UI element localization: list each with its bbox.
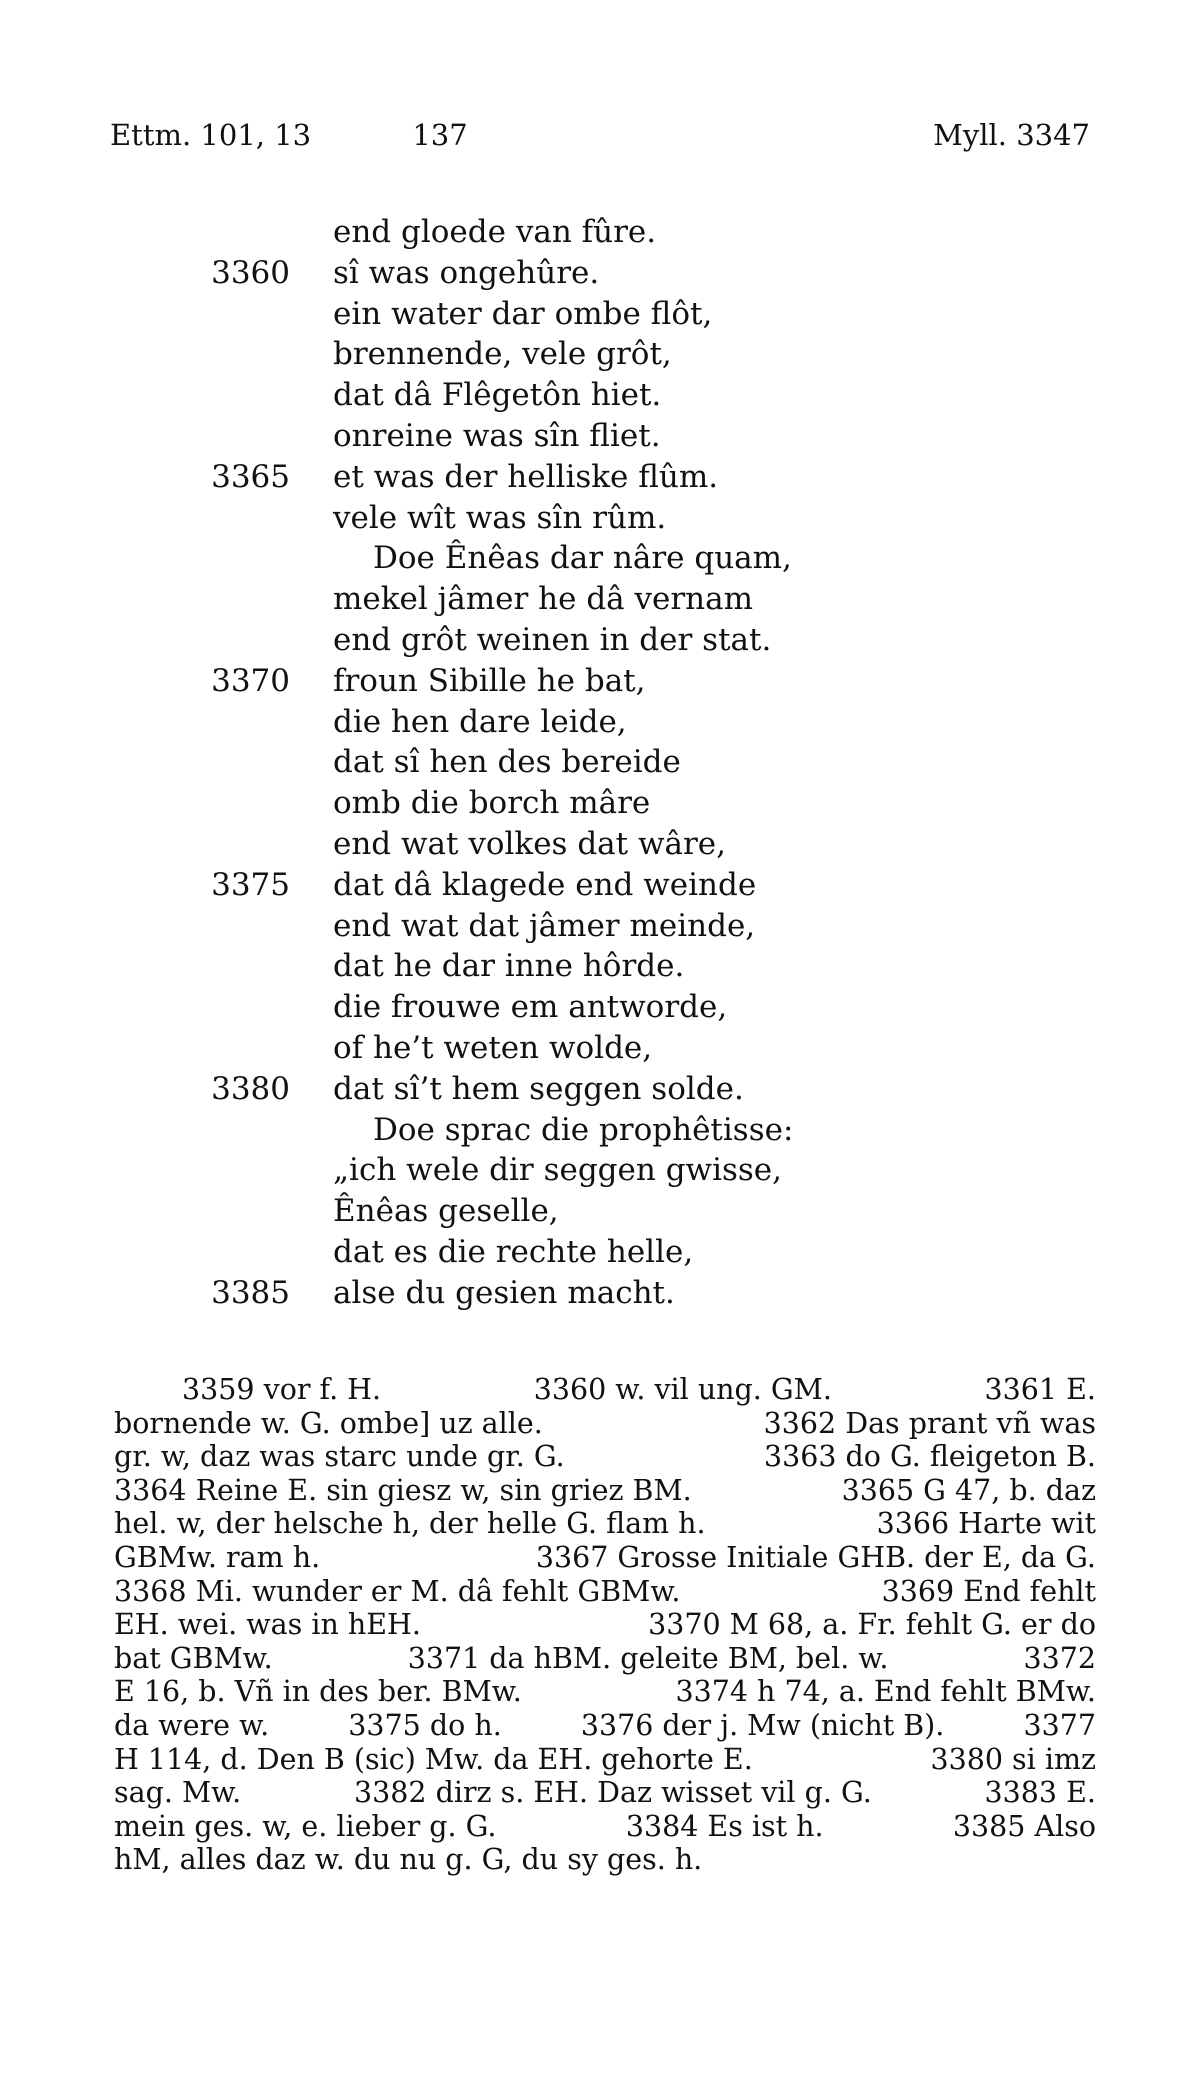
verse-line xyxy=(0,416,1200,457)
verse-line xyxy=(0,1232,1200,1273)
apparatus-line xyxy=(114,1407,1096,1441)
apparatus-note: 3365 G 47, b. daz xyxy=(841,1473,1096,1507)
apparatus-note: 3361 E. xyxy=(984,1373,1096,1406)
verse-line xyxy=(0,579,1200,620)
apparatus-note: 3372 xyxy=(1023,1641,1096,1675)
apparatus-note: 3370 M 68, a. Fr. fehlt G. er do xyxy=(648,1608,1096,1642)
verse-text-line: dat sî hen des bereide xyxy=(333,744,681,781)
apparatus-note: H 114, d. Den B (sic) Mw. da EH. gehorte E. xyxy=(114,1742,753,1776)
verse-text-line: die hen dare leide, xyxy=(333,703,627,740)
header-left-reference: Ettm. 101, 13 xyxy=(110,118,312,152)
page-number: 137 xyxy=(412,118,468,152)
apparatus-line xyxy=(114,1440,1096,1474)
verse-text-line: dat sî’t hem seggen solde. xyxy=(333,1070,744,1107)
verse-line xyxy=(0,661,1200,702)
apparatus-note: bat GBMw. xyxy=(114,1641,273,1675)
verse-line xyxy=(0,498,1200,539)
verse-line xyxy=(0,457,1200,498)
verse-text-line: „ich wele dir seggen gwisse, xyxy=(333,1152,783,1189)
verse-number: 3380 xyxy=(211,1070,290,1107)
apparatus-note: EH. wei. was in hEH. xyxy=(114,1608,421,1642)
verse-text-line: onreine was sîn fliet. xyxy=(333,417,661,454)
apparatus-note: 3383 E. xyxy=(984,1776,1096,1810)
apparatus-line xyxy=(114,1474,1096,1508)
apparatus-note: 3385 Also xyxy=(952,1809,1096,1843)
apparatus-note: 3363 do G. fleigeton B. xyxy=(763,1440,1096,1474)
apparatus-line xyxy=(114,1541,1096,1575)
verse-line xyxy=(0,334,1200,375)
apparatus-note: 3380 si imz xyxy=(930,1742,1096,1776)
apparatus-note: 3364 Reine E. sin giesz w, sin griez BM. xyxy=(114,1473,692,1507)
verse-line xyxy=(0,253,1200,294)
verse-line xyxy=(0,1273,1200,1314)
verse-text-line: brennende, vele grôt, xyxy=(333,336,672,373)
verse-text-line: vele wît was sîn rûm. xyxy=(333,499,667,536)
verse-number: 3370 xyxy=(211,662,290,699)
apparatus-line xyxy=(114,1675,1096,1709)
apparatus-note: GBMw. ram h. xyxy=(114,1540,321,1574)
verse-text-line: of he’t weten wolde, xyxy=(333,1029,653,1066)
verse-text-line: ein water dar ombe flôt, xyxy=(333,295,713,332)
verse-text-line: dat es die rechte helle, xyxy=(333,1233,694,1270)
verse-line xyxy=(0,702,1200,743)
verse-line xyxy=(0,294,1200,335)
apparatus-note: 3376 der j. Mw (nicht B). xyxy=(580,1708,945,1742)
verse-text-line: end wat volkes dat wâre, xyxy=(333,825,726,862)
apparatus-note: 3367 Grosse Initiale GHB. der E, da G. xyxy=(535,1540,1096,1574)
verse-line xyxy=(0,946,1200,987)
apparatus-line xyxy=(114,1709,1096,1743)
critical-apparatus xyxy=(114,1373,1096,1877)
apparatus-line xyxy=(114,1642,1096,1676)
apparatus-line xyxy=(114,1776,1096,1810)
verse-line xyxy=(0,987,1200,1028)
apparatus-line xyxy=(114,1373,1096,1407)
apparatus-line xyxy=(114,1810,1096,1844)
apparatus-line xyxy=(114,1743,1096,1777)
apparatus-note: da were w. xyxy=(114,1708,270,1742)
verse-text-line: mekel jâmer he dâ vernam xyxy=(333,581,754,618)
verse-text-line: Ênêas geselle, xyxy=(333,1193,559,1230)
verse-text-line: end gloede van fûre. xyxy=(333,214,657,250)
apparatus-note: 3371 da hBM. geleite BM, bel. w. xyxy=(407,1641,889,1675)
verse-number: 3385 xyxy=(211,1274,290,1311)
verse-text-line: end grôt weinen in der stat. xyxy=(333,621,772,658)
verse-line xyxy=(0,212,1200,253)
apparatus-line xyxy=(114,1843,1096,1877)
verse-line xyxy=(0,742,1200,783)
apparatus-note: 3368 Mi. wunder er M. dâ fehlt GBMw. xyxy=(114,1574,681,1608)
verse-text-line: dat dâ Flêgetôn hiet. xyxy=(333,377,662,414)
verse-text-line: froun Sibille he bat, xyxy=(333,662,646,699)
verse-line xyxy=(0,1110,1200,1151)
page-header xyxy=(110,118,1090,158)
verse-text-line: et was der helliske flûm. xyxy=(333,458,719,495)
verse-number: 3365 xyxy=(211,458,290,495)
verse-line xyxy=(0,1028,1200,1069)
apparatus-note: 3382 dirz s. EH. Daz wisset vil g. G. xyxy=(353,1776,872,1810)
apparatus-note: hM, alles daz w. du nu g. G, du sy ges. h. xyxy=(114,1843,703,1877)
verse-text-line: end wat dat jâmer meinde, xyxy=(333,907,756,944)
verse-text-line: omb die borch mâre xyxy=(333,785,651,822)
verse-line xyxy=(0,783,1200,824)
apparatus-note: 3359 vor f. H. xyxy=(182,1373,382,1406)
verse-text xyxy=(0,212,1200,1314)
apparatus-note: gr. w, daz was starc unde gr. G. xyxy=(114,1440,565,1474)
apparatus-note: E 16, b. Vñ in des ber. BMw. xyxy=(114,1675,522,1709)
verse-text-line: sî was ongehûre. xyxy=(333,254,600,291)
apparatus-note: bornende w. G. ombe] uz alle. xyxy=(114,1406,543,1440)
apparatus-note: 3362 Das prant vñ was xyxy=(763,1406,1096,1440)
apparatus-note: 3374 h 74, a. End fehlt BMw. xyxy=(675,1675,1096,1709)
apparatus-note: 3366 Harte wit xyxy=(876,1507,1096,1541)
verse-line xyxy=(0,375,1200,416)
apparatus-note: 3369 End fehlt xyxy=(881,1574,1096,1608)
apparatus-line xyxy=(114,1608,1096,1642)
apparatus-note: 3375 do h. xyxy=(348,1708,502,1742)
verse-text-line: Doe sprac die prophêtisse: xyxy=(373,1111,794,1148)
verse-line xyxy=(0,1191,1200,1232)
apparatus-note: 3360 w. vil ung. GM. xyxy=(533,1373,832,1406)
verse-line xyxy=(0,1069,1200,1110)
verse-number: 3360 xyxy=(211,254,290,291)
apparatus-line xyxy=(114,1575,1096,1609)
apparatus-note: mein ges. w, e. lieber g. G. xyxy=(114,1809,497,1843)
verse-line xyxy=(0,824,1200,865)
verse-text-line: alse du gesien macht. xyxy=(333,1274,675,1311)
verse-line xyxy=(0,906,1200,947)
verse-number: 3375 xyxy=(211,866,290,903)
apparatus-note: hel. w, der helsche h, der helle G. flam h. xyxy=(114,1507,706,1541)
apparatus-note: sag. Mw. xyxy=(114,1776,242,1810)
verse-line xyxy=(0,1150,1200,1191)
verse-text-line: die frouwe em antworde, xyxy=(333,989,728,1026)
verse-text-line: dat dâ klagede end weinde xyxy=(333,866,757,903)
apparatus-line xyxy=(114,1507,1096,1541)
apparatus-note: 3384 Es ist h. xyxy=(625,1809,824,1843)
verse-text-line: dat he dar inne hôrde. xyxy=(333,948,685,985)
verse-line xyxy=(0,620,1200,661)
verse-text-line: Doe Ênêas dar nâre quam, xyxy=(373,540,792,577)
verse-line xyxy=(0,865,1200,906)
apparatus-note: 3377 xyxy=(1023,1708,1096,1742)
verse-line xyxy=(0,538,1200,579)
header-right-reference: Myll. 3347 xyxy=(933,118,1090,152)
